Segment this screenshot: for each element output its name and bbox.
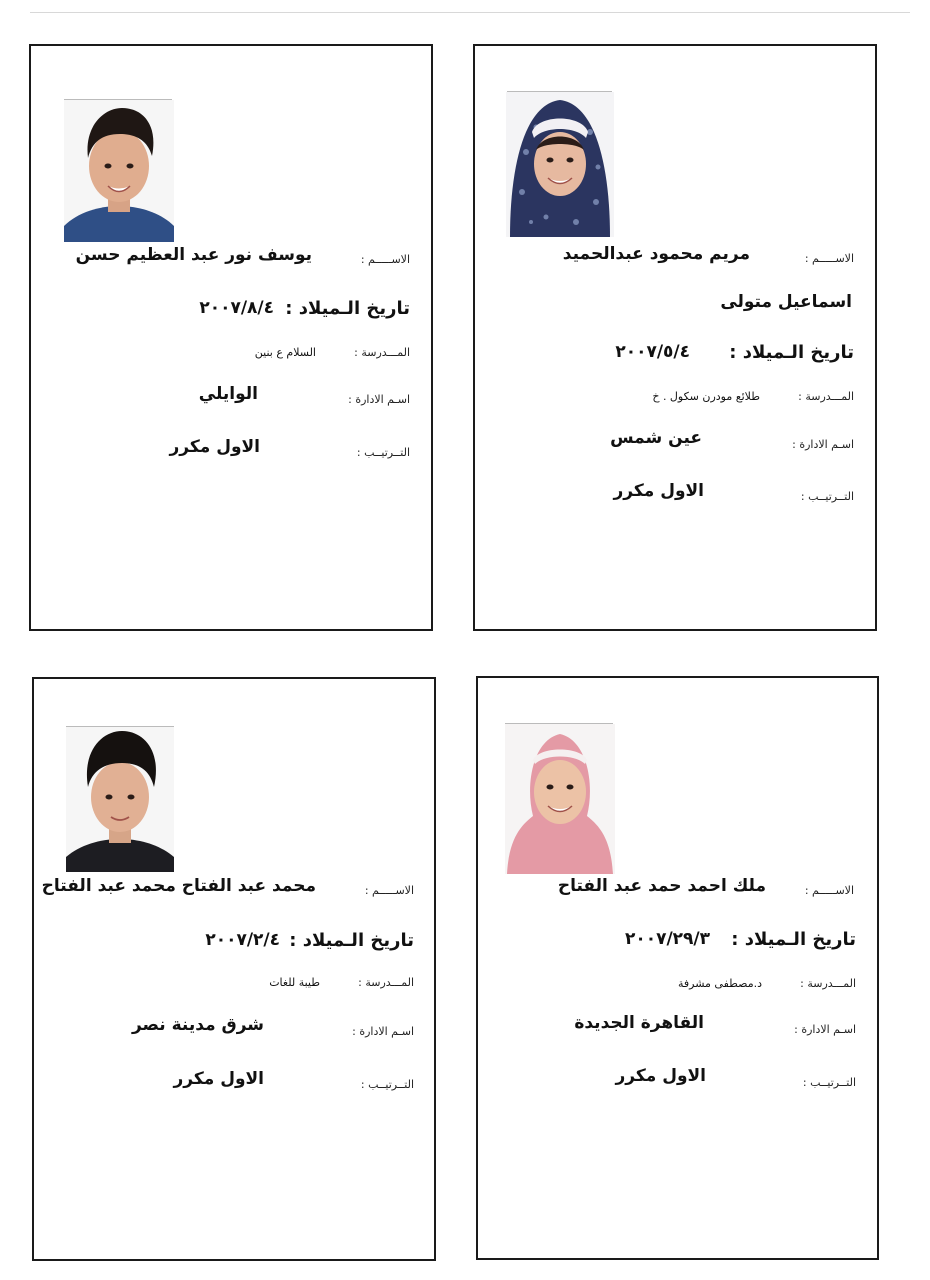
school-value: السلام ع بنين [254,346,316,359]
school-label: المـــدرسة : [354,346,410,359]
name-value-line2: اسماعيل متولى [720,292,852,312]
admin-value: الوايلي [198,384,258,404]
name-label: الاســـــم : [804,252,854,265]
admin-label: اسـم الادارة : [352,1025,414,1038]
admin-label: اسـم الادارة : [792,438,854,451]
dob-label: تاريخ الـميلاد : [729,342,854,363]
student-photo [64,100,174,242]
dob-value: ٢٠٠٧/٢٩/٣ [624,929,710,949]
admin-value: القاهرة الجديدة [574,1013,704,1033]
student-photo [506,92,614,237]
name-value: مريم محمود عبدالحميد [562,244,750,264]
dob-value: ٢٠٠٧/٥/٤ [615,342,690,362]
student-photo [66,727,174,872]
name-value: ملك احمد حمد عبد الفتاح [557,876,766,896]
rank-label: التــرتيــب : [802,1076,856,1089]
top-edge-rule [30,12,910,13]
school-value: طيبة للغات [269,976,320,989]
dob-label: تاريخ الـميلاد : [285,298,410,319]
school-value: طلائع مودرن سكول . خ [652,390,760,403]
name-value: محمد عبد الفتاح محمد عبد الفتاح [41,876,316,896]
rank-value: الاول مكرر [615,1066,706,1086]
name-label: الاســـــم : [360,253,410,266]
admin-label: اسـم الادارة : [794,1023,856,1036]
dob-label: تاريخ الـميلاد : [731,929,856,950]
dob-value: ٢٠٠٧/٢/٤ [205,930,280,950]
name-value: يوسف نور عبد العظيم حسن [75,245,312,265]
rank-value: الاول مكرر [613,481,704,501]
admin-label: اسـم الادارة : [348,393,410,406]
admin-value: عين شمس [610,428,702,448]
admin-value: شرق مدينة نصر [131,1015,264,1035]
student-photo [505,724,615,874]
school-label: المـــدرسة : [798,390,854,403]
name-label: الاســـــم : [804,884,854,897]
dob-value: ٢٠٠٧/٨/٤ [199,298,274,318]
rank-label: التــرتيــب : [360,1078,414,1091]
school-value: د.مصطفى مشرفة [677,977,762,990]
dob-label: تاريخ الـميلاد : [289,930,414,951]
rank-label: التــرتيــب : [800,490,854,503]
name-label: الاســـــم : [364,884,414,897]
rank-value: الاول مكرر [169,437,260,457]
school-label: المـــدرسة : [358,976,414,989]
rank-value: الاول مكرر [173,1069,264,1089]
school-label: المـــدرسة : [800,977,856,990]
rank-label: التــرتيــب : [356,446,410,459]
